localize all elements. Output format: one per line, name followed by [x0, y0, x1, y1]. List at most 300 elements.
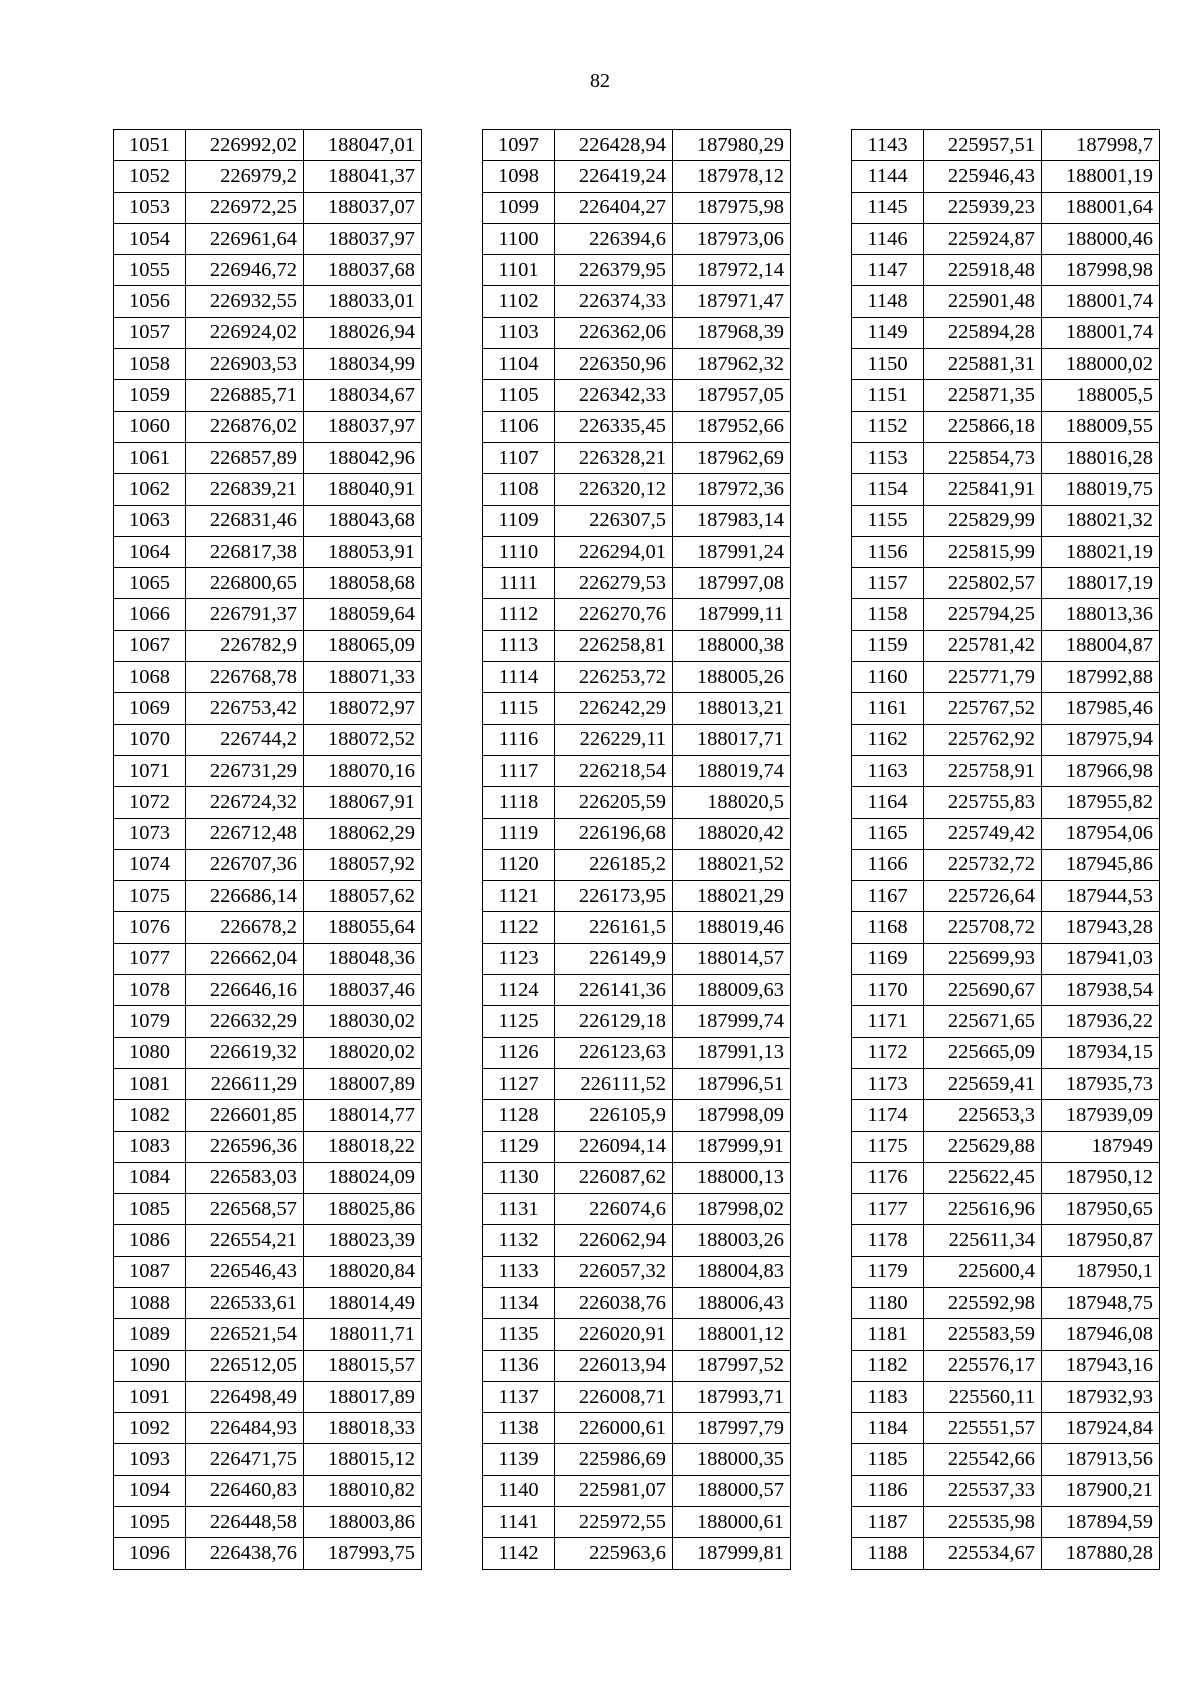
x-coordinate-cell: 226350,96	[555, 349, 673, 380]
y-coordinate-cell: 188014,77	[304, 1100, 422, 1131]
point-number-cell: 1116	[483, 724, 555, 755]
point-number-cell: 1078	[114, 975, 186, 1006]
x-coordinate-cell: 225732,72	[924, 849, 1042, 880]
y-coordinate-cell: 187993,71	[673, 1381, 791, 1412]
point-number-cell: 1086	[114, 1225, 186, 1256]
point-number-cell: 1095	[114, 1507, 186, 1538]
x-coordinate-cell: 226185,2	[555, 849, 673, 880]
x-coordinate-cell: 226583,03	[186, 1162, 304, 1193]
point-number-cell: 1175	[852, 1131, 924, 1162]
y-coordinate-cell: 188020,02	[304, 1037, 422, 1068]
table-row	[114, 912, 422, 943]
table-row	[852, 442, 1160, 473]
y-coordinate-cell: 187934,15	[1042, 1037, 1160, 1068]
y-coordinate-cell: 187900,21	[1042, 1475, 1160, 1506]
x-coordinate-cell: 226229,11	[555, 724, 673, 755]
x-coordinate-cell: 226972,25	[186, 192, 304, 223]
y-coordinate-cell: 187948,75	[1042, 1287, 1160, 1318]
y-coordinate-cell: 188020,42	[673, 818, 791, 849]
x-coordinate-cell: 226258,81	[555, 630, 673, 661]
point-number-cell: 1156	[852, 536, 924, 567]
page-number: 82	[590, 70, 610, 92]
point-number-cell: 1128	[483, 1100, 555, 1131]
point-number-cell: 1142	[483, 1538, 555, 1569]
x-coordinate-cell: 226471,75	[186, 1444, 304, 1475]
x-coordinate-cell: 226374,33	[555, 286, 673, 317]
table-row	[483, 818, 791, 849]
y-coordinate-cell: 188019,75	[1042, 474, 1160, 505]
x-coordinate-cell: 226876,02	[186, 411, 304, 442]
point-number-cell: 1108	[483, 474, 555, 505]
y-coordinate-cell: 188033,01	[304, 286, 422, 317]
y-coordinate-cell: 188015,12	[304, 1444, 422, 1475]
y-coordinate-cell: 187999,81	[673, 1538, 791, 1569]
y-coordinate-cell: 187932,93	[1042, 1381, 1160, 1412]
point-number-cell: 1111	[483, 568, 555, 599]
point-number-cell: 1138	[483, 1413, 555, 1444]
point-number-cell: 1100	[483, 223, 555, 254]
y-coordinate-cell: 188004,83	[673, 1256, 791, 1287]
y-coordinate-cell: 187968,39	[673, 317, 791, 348]
point-number-cell: 1145	[852, 192, 924, 223]
table-row	[852, 1225, 1160, 1256]
y-coordinate-cell: 187992,88	[1042, 662, 1160, 693]
y-coordinate-cell: 188020,5	[673, 787, 791, 818]
x-coordinate-cell: 226335,45	[555, 411, 673, 442]
point-number-cell: 1117	[483, 755, 555, 786]
y-coordinate-cell: 188000,13	[673, 1162, 791, 1193]
table-row	[114, 442, 422, 473]
table-row	[114, 630, 422, 661]
point-number-cell: 1144	[852, 161, 924, 192]
y-coordinate-cell: 188003,26	[673, 1225, 791, 1256]
y-coordinate-cell: 188021,52	[673, 849, 791, 880]
point-number-cell: 1186	[852, 1475, 924, 1506]
x-coordinate-cell: 226707,36	[186, 849, 304, 880]
point-number-cell: 1154	[852, 474, 924, 505]
x-coordinate-cell: 225986,69	[555, 1444, 673, 1475]
x-coordinate-cell: 225755,83	[924, 787, 1042, 818]
x-coordinate-cell: 225699,93	[924, 943, 1042, 974]
point-number-cell: 1123	[483, 943, 555, 974]
x-coordinate-cell: 226253,72	[555, 662, 673, 693]
y-coordinate-cell: 187993,75	[304, 1538, 422, 1569]
coordinates-table-1	[113, 129, 422, 1570]
x-coordinate-cell: 225542,66	[924, 1444, 1042, 1475]
table-row	[114, 1068, 422, 1099]
point-number-cell: 1140	[483, 1475, 555, 1506]
x-coordinate-cell: 226533,61	[186, 1287, 304, 1318]
point-number-cell: 1115	[483, 693, 555, 724]
x-coordinate-cell: 226000,61	[555, 1413, 673, 1444]
point-number-cell: 1183	[852, 1381, 924, 1412]
x-coordinate-cell: 226992,02	[186, 130, 304, 161]
point-number-cell: 1125	[483, 1006, 555, 1037]
x-coordinate-cell: 226568,57	[186, 1194, 304, 1225]
point-number-cell: 1096	[114, 1538, 186, 1569]
table-row	[483, 755, 791, 786]
point-number-cell: 1161	[852, 693, 924, 724]
table-row	[483, 1507, 791, 1538]
point-number-cell: 1118	[483, 787, 555, 818]
x-coordinate-cell: 226294,01	[555, 536, 673, 567]
y-coordinate-cell: 188000,38	[673, 630, 791, 661]
table-row	[114, 599, 422, 630]
y-coordinate-cell: 188072,97	[304, 693, 422, 724]
y-coordinate-cell: 188009,63	[673, 975, 791, 1006]
x-coordinate-cell: 225762,92	[924, 724, 1042, 755]
table-row	[852, 693, 1160, 724]
y-coordinate-cell: 188017,89	[304, 1381, 422, 1412]
table-row	[483, 975, 791, 1006]
table-row	[114, 1131, 422, 1162]
table-row	[852, 1256, 1160, 1287]
table-row	[483, 1225, 791, 1256]
point-number-cell: 1098	[483, 161, 555, 192]
y-coordinate-cell: 188019,46	[673, 912, 791, 943]
table-row	[114, 380, 422, 411]
y-coordinate-cell: 188001,74	[1042, 317, 1160, 348]
y-coordinate-cell: 187950,12	[1042, 1162, 1160, 1193]
point-number-cell: 1103	[483, 317, 555, 348]
y-coordinate-cell: 188070,16	[304, 755, 422, 786]
table-row	[852, 161, 1160, 192]
point-number-cell: 1173	[852, 1068, 924, 1099]
table-row	[114, 130, 422, 161]
x-coordinate-cell: 226062,94	[555, 1225, 673, 1256]
table-row	[114, 1287, 422, 1318]
point-number-cell: 1053	[114, 192, 186, 223]
table-row	[852, 1381, 1160, 1412]
coordinates-table-2	[482, 129, 791, 1570]
table-row	[852, 787, 1160, 818]
x-coordinate-cell: 226362,06	[555, 317, 673, 348]
table-row	[483, 349, 791, 380]
y-coordinate-cell: 187999,74	[673, 1006, 791, 1037]
table-row	[114, 943, 422, 974]
table-row	[852, 1350, 1160, 1381]
x-coordinate-cell: 226686,14	[186, 881, 304, 912]
x-coordinate-cell: 225815,99	[924, 536, 1042, 567]
table-row	[114, 349, 422, 380]
x-coordinate-cell: 226744,2	[186, 724, 304, 755]
table-row	[852, 755, 1160, 786]
x-coordinate-cell: 226791,37	[186, 599, 304, 630]
table-row	[483, 693, 791, 724]
point-number-cell: 1109	[483, 505, 555, 536]
y-coordinate-cell: 188020,84	[304, 1256, 422, 1287]
y-coordinate-cell: 188004,87	[1042, 630, 1160, 661]
table-row	[852, 1287, 1160, 1318]
x-coordinate-cell: 226512,05	[186, 1350, 304, 1381]
point-number-cell: 1058	[114, 349, 186, 380]
x-coordinate-cell: 225829,99	[924, 505, 1042, 536]
y-coordinate-cell: 188003,86	[304, 1507, 422, 1538]
table-row	[483, 317, 791, 348]
y-coordinate-cell: 188001,19	[1042, 161, 1160, 192]
table-row	[114, 1100, 422, 1131]
x-coordinate-cell: 226724,32	[186, 787, 304, 818]
x-coordinate-cell: 226161,5	[555, 912, 673, 943]
point-number-cell: 1157	[852, 568, 924, 599]
table-row	[483, 411, 791, 442]
table-row	[483, 1100, 791, 1131]
x-coordinate-cell: 225690,67	[924, 975, 1042, 1006]
point-number-cell: 1120	[483, 849, 555, 880]
point-number-cell: 1062	[114, 474, 186, 505]
x-coordinate-cell: 226141,36	[555, 975, 673, 1006]
point-number-cell: 1134	[483, 1287, 555, 1318]
x-coordinate-cell: 226320,12	[555, 474, 673, 505]
point-number-cell: 1107	[483, 442, 555, 473]
table-row	[114, 693, 422, 724]
table-row	[483, 1413, 791, 1444]
table-row	[852, 662, 1160, 693]
table-row	[483, 1444, 791, 1475]
point-number-cell: 1068	[114, 662, 186, 693]
y-coordinate-cell: 188072,52	[304, 724, 422, 755]
point-number-cell: 1067	[114, 630, 186, 661]
x-coordinate-cell: 225611,34	[924, 1225, 1042, 1256]
y-coordinate-cell: 187962,69	[673, 442, 791, 473]
x-coordinate-cell: 225535,98	[924, 1507, 1042, 1538]
table-row	[483, 568, 791, 599]
y-coordinate-cell: 187980,29	[673, 130, 791, 161]
y-coordinate-cell: 187972,36	[673, 474, 791, 505]
point-number-cell: 1083	[114, 1131, 186, 1162]
y-coordinate-cell: 188057,92	[304, 849, 422, 880]
point-number-cell: 1167	[852, 881, 924, 912]
y-coordinate-cell: 187913,56	[1042, 1444, 1160, 1475]
x-coordinate-cell: 225841,91	[924, 474, 1042, 505]
x-coordinate-cell: 225758,91	[924, 755, 1042, 786]
y-coordinate-cell: 188001,74	[1042, 286, 1160, 317]
table-row	[114, 724, 422, 755]
table-row	[852, 1413, 1160, 1444]
x-coordinate-cell: 225726,64	[924, 881, 1042, 912]
table-row	[483, 1006, 791, 1037]
x-coordinate-cell: 225600,4	[924, 1256, 1042, 1287]
x-coordinate-cell: 226484,93	[186, 1413, 304, 1444]
point-number-cell: 1054	[114, 223, 186, 254]
point-number-cell: 1169	[852, 943, 924, 974]
table-row	[852, 1006, 1160, 1037]
table-row	[483, 130, 791, 161]
point-number-cell: 1082	[114, 1100, 186, 1131]
table-row	[114, 755, 422, 786]
y-coordinate-cell: 187975,94	[1042, 724, 1160, 755]
y-coordinate-cell: 187973,06	[673, 223, 791, 254]
point-number-cell: 1158	[852, 599, 924, 630]
table-row	[483, 1538, 791, 1569]
point-number-cell: 1051	[114, 130, 186, 161]
y-coordinate-cell: 188000,35	[673, 1444, 791, 1475]
table-row	[114, 1350, 422, 1381]
x-coordinate-cell: 226932,55	[186, 286, 304, 317]
table-row	[852, 630, 1160, 661]
table-row	[852, 599, 1160, 630]
table-row	[114, 1444, 422, 1475]
x-coordinate-cell: 226242,29	[555, 693, 673, 724]
x-coordinate-cell: 226596,36	[186, 1131, 304, 1162]
table-row	[852, 1037, 1160, 1068]
y-coordinate-cell: 188021,32	[1042, 505, 1160, 536]
point-number-cell: 1184	[852, 1413, 924, 1444]
y-coordinate-cell: 187944,53	[1042, 881, 1160, 912]
table-row	[852, 849, 1160, 880]
point-number-cell: 1159	[852, 630, 924, 661]
table-row	[852, 1162, 1160, 1193]
table-row	[852, 223, 1160, 254]
x-coordinate-cell: 226712,48	[186, 818, 304, 849]
table-row	[483, 881, 791, 912]
table-row	[852, 943, 1160, 974]
point-number-cell: 1188	[852, 1538, 924, 1569]
point-number-cell: 1171	[852, 1006, 924, 1037]
x-coordinate-cell: 226057,32	[555, 1256, 673, 1287]
table-row	[483, 1194, 791, 1225]
y-coordinate-cell: 188018,33	[304, 1413, 422, 1444]
x-coordinate-cell: 226438,76	[186, 1538, 304, 1569]
point-number-cell: 1174	[852, 1100, 924, 1131]
table-row	[114, 1256, 422, 1287]
table-row	[483, 943, 791, 974]
x-coordinate-cell: 226394,6	[555, 223, 673, 254]
x-coordinate-cell: 226885,71	[186, 380, 304, 411]
y-coordinate-cell: 188037,68	[304, 255, 422, 286]
table-row	[483, 787, 791, 818]
x-coordinate-cell: 226094,14	[555, 1131, 673, 1162]
point-number-cell: 1124	[483, 975, 555, 1006]
x-coordinate-cell: 225918,48	[924, 255, 1042, 286]
table-row	[483, 286, 791, 317]
point-number-cell: 1177	[852, 1194, 924, 1225]
y-coordinate-cell: 188062,29	[304, 818, 422, 849]
point-number-cell: 1121	[483, 881, 555, 912]
table-row	[114, 1475, 422, 1506]
point-number-cell: 1149	[852, 317, 924, 348]
y-coordinate-cell: 188013,21	[673, 693, 791, 724]
table-row	[852, 1131, 1160, 1162]
table-row	[483, 1037, 791, 1068]
x-coordinate-cell: 225749,42	[924, 818, 1042, 849]
x-coordinate-cell: 226419,24	[555, 161, 673, 192]
point-number-cell: 1147	[852, 255, 924, 286]
x-coordinate-cell: 226554,21	[186, 1225, 304, 1256]
y-coordinate-cell: 187996,51	[673, 1068, 791, 1099]
x-coordinate-cell: 225551,57	[924, 1413, 1042, 1444]
x-coordinate-cell: 226619,32	[186, 1037, 304, 1068]
x-coordinate-cell: 225871,35	[924, 380, 1042, 411]
point-number-cell: 1088	[114, 1287, 186, 1318]
point-number-cell: 1168	[852, 912, 924, 943]
x-coordinate-cell: 226105,9	[555, 1100, 673, 1131]
table-row	[852, 1475, 1160, 1506]
x-coordinate-cell: 226404,27	[555, 192, 673, 223]
table-row	[114, 474, 422, 505]
y-coordinate-cell: 187972,14	[673, 255, 791, 286]
y-coordinate-cell: 187978,12	[673, 161, 791, 192]
x-coordinate-cell: 225946,43	[924, 161, 1042, 192]
y-coordinate-cell: 188043,68	[304, 505, 422, 536]
x-coordinate-cell: 225592,98	[924, 1287, 1042, 1318]
table-row	[114, 1006, 422, 1037]
y-coordinate-cell: 188037,07	[304, 192, 422, 223]
point-number-cell: 1152	[852, 411, 924, 442]
y-coordinate-cell: 188071,33	[304, 662, 422, 693]
table-row	[114, 1507, 422, 1538]
y-coordinate-cell: 187949	[1042, 1131, 1160, 1162]
table-row	[114, 223, 422, 254]
x-coordinate-cell: 225781,42	[924, 630, 1042, 661]
table-row	[114, 411, 422, 442]
table-row	[483, 442, 791, 473]
point-number-cell: 1160	[852, 662, 924, 693]
point-number-cell: 1079	[114, 1006, 186, 1037]
x-coordinate-cell: 226328,21	[555, 442, 673, 473]
y-coordinate-cell: 188017,19	[1042, 568, 1160, 599]
point-number-cell: 1060	[114, 411, 186, 442]
table-row	[483, 1162, 791, 1193]
y-coordinate-cell: 188005,26	[673, 662, 791, 693]
y-coordinate-cell: 187998,02	[673, 1194, 791, 1225]
y-coordinate-cell: 188023,39	[304, 1225, 422, 1256]
y-coordinate-cell: 187983,14	[673, 505, 791, 536]
x-coordinate-cell: 226074,6	[555, 1194, 673, 1225]
table-row	[852, 881, 1160, 912]
x-coordinate-cell: 226013,94	[555, 1350, 673, 1381]
point-number-cell: 1064	[114, 536, 186, 567]
point-number-cell: 1076	[114, 912, 186, 943]
y-coordinate-cell: 187998,98	[1042, 255, 1160, 286]
x-coordinate-cell: 225802,57	[924, 568, 1042, 599]
x-coordinate-cell: 226768,78	[186, 662, 304, 693]
point-number-cell: 1075	[114, 881, 186, 912]
table-row	[852, 349, 1160, 380]
point-number-cell: 1122	[483, 912, 555, 943]
x-coordinate-cell: 225981,07	[555, 1475, 673, 1506]
point-number-cell: 1139	[483, 1444, 555, 1475]
y-coordinate-cell: 188034,67	[304, 380, 422, 411]
point-number-cell: 1163	[852, 755, 924, 786]
point-number-cell: 1093	[114, 1444, 186, 1475]
x-coordinate-cell: 226831,46	[186, 505, 304, 536]
y-coordinate-cell: 187945,86	[1042, 849, 1160, 880]
point-number-cell: 1150	[852, 349, 924, 380]
point-number-cell: 1099	[483, 192, 555, 223]
table-row	[114, 286, 422, 317]
table-row	[114, 536, 422, 567]
x-coordinate-cell: 225901,48	[924, 286, 1042, 317]
y-coordinate-cell: 188055,64	[304, 912, 422, 943]
y-coordinate-cell: 188026,94	[304, 317, 422, 348]
point-number-cell: 1052	[114, 161, 186, 192]
point-number-cell: 1106	[483, 411, 555, 442]
point-number-cell: 1130	[483, 1162, 555, 1193]
x-coordinate-cell: 225794,25	[924, 599, 1042, 630]
point-number-cell: 1073	[114, 818, 186, 849]
table-row	[483, 255, 791, 286]
table-row	[114, 787, 422, 818]
y-coordinate-cell: 187957,05	[673, 380, 791, 411]
point-number-cell: 1131	[483, 1194, 555, 1225]
table-row	[114, 1538, 422, 1569]
point-number-cell: 1113	[483, 630, 555, 661]
point-number-cell: 1074	[114, 849, 186, 880]
point-number-cell: 1155	[852, 505, 924, 536]
point-number-cell: 1170	[852, 975, 924, 1006]
y-coordinate-cell: 188014,57	[673, 943, 791, 974]
